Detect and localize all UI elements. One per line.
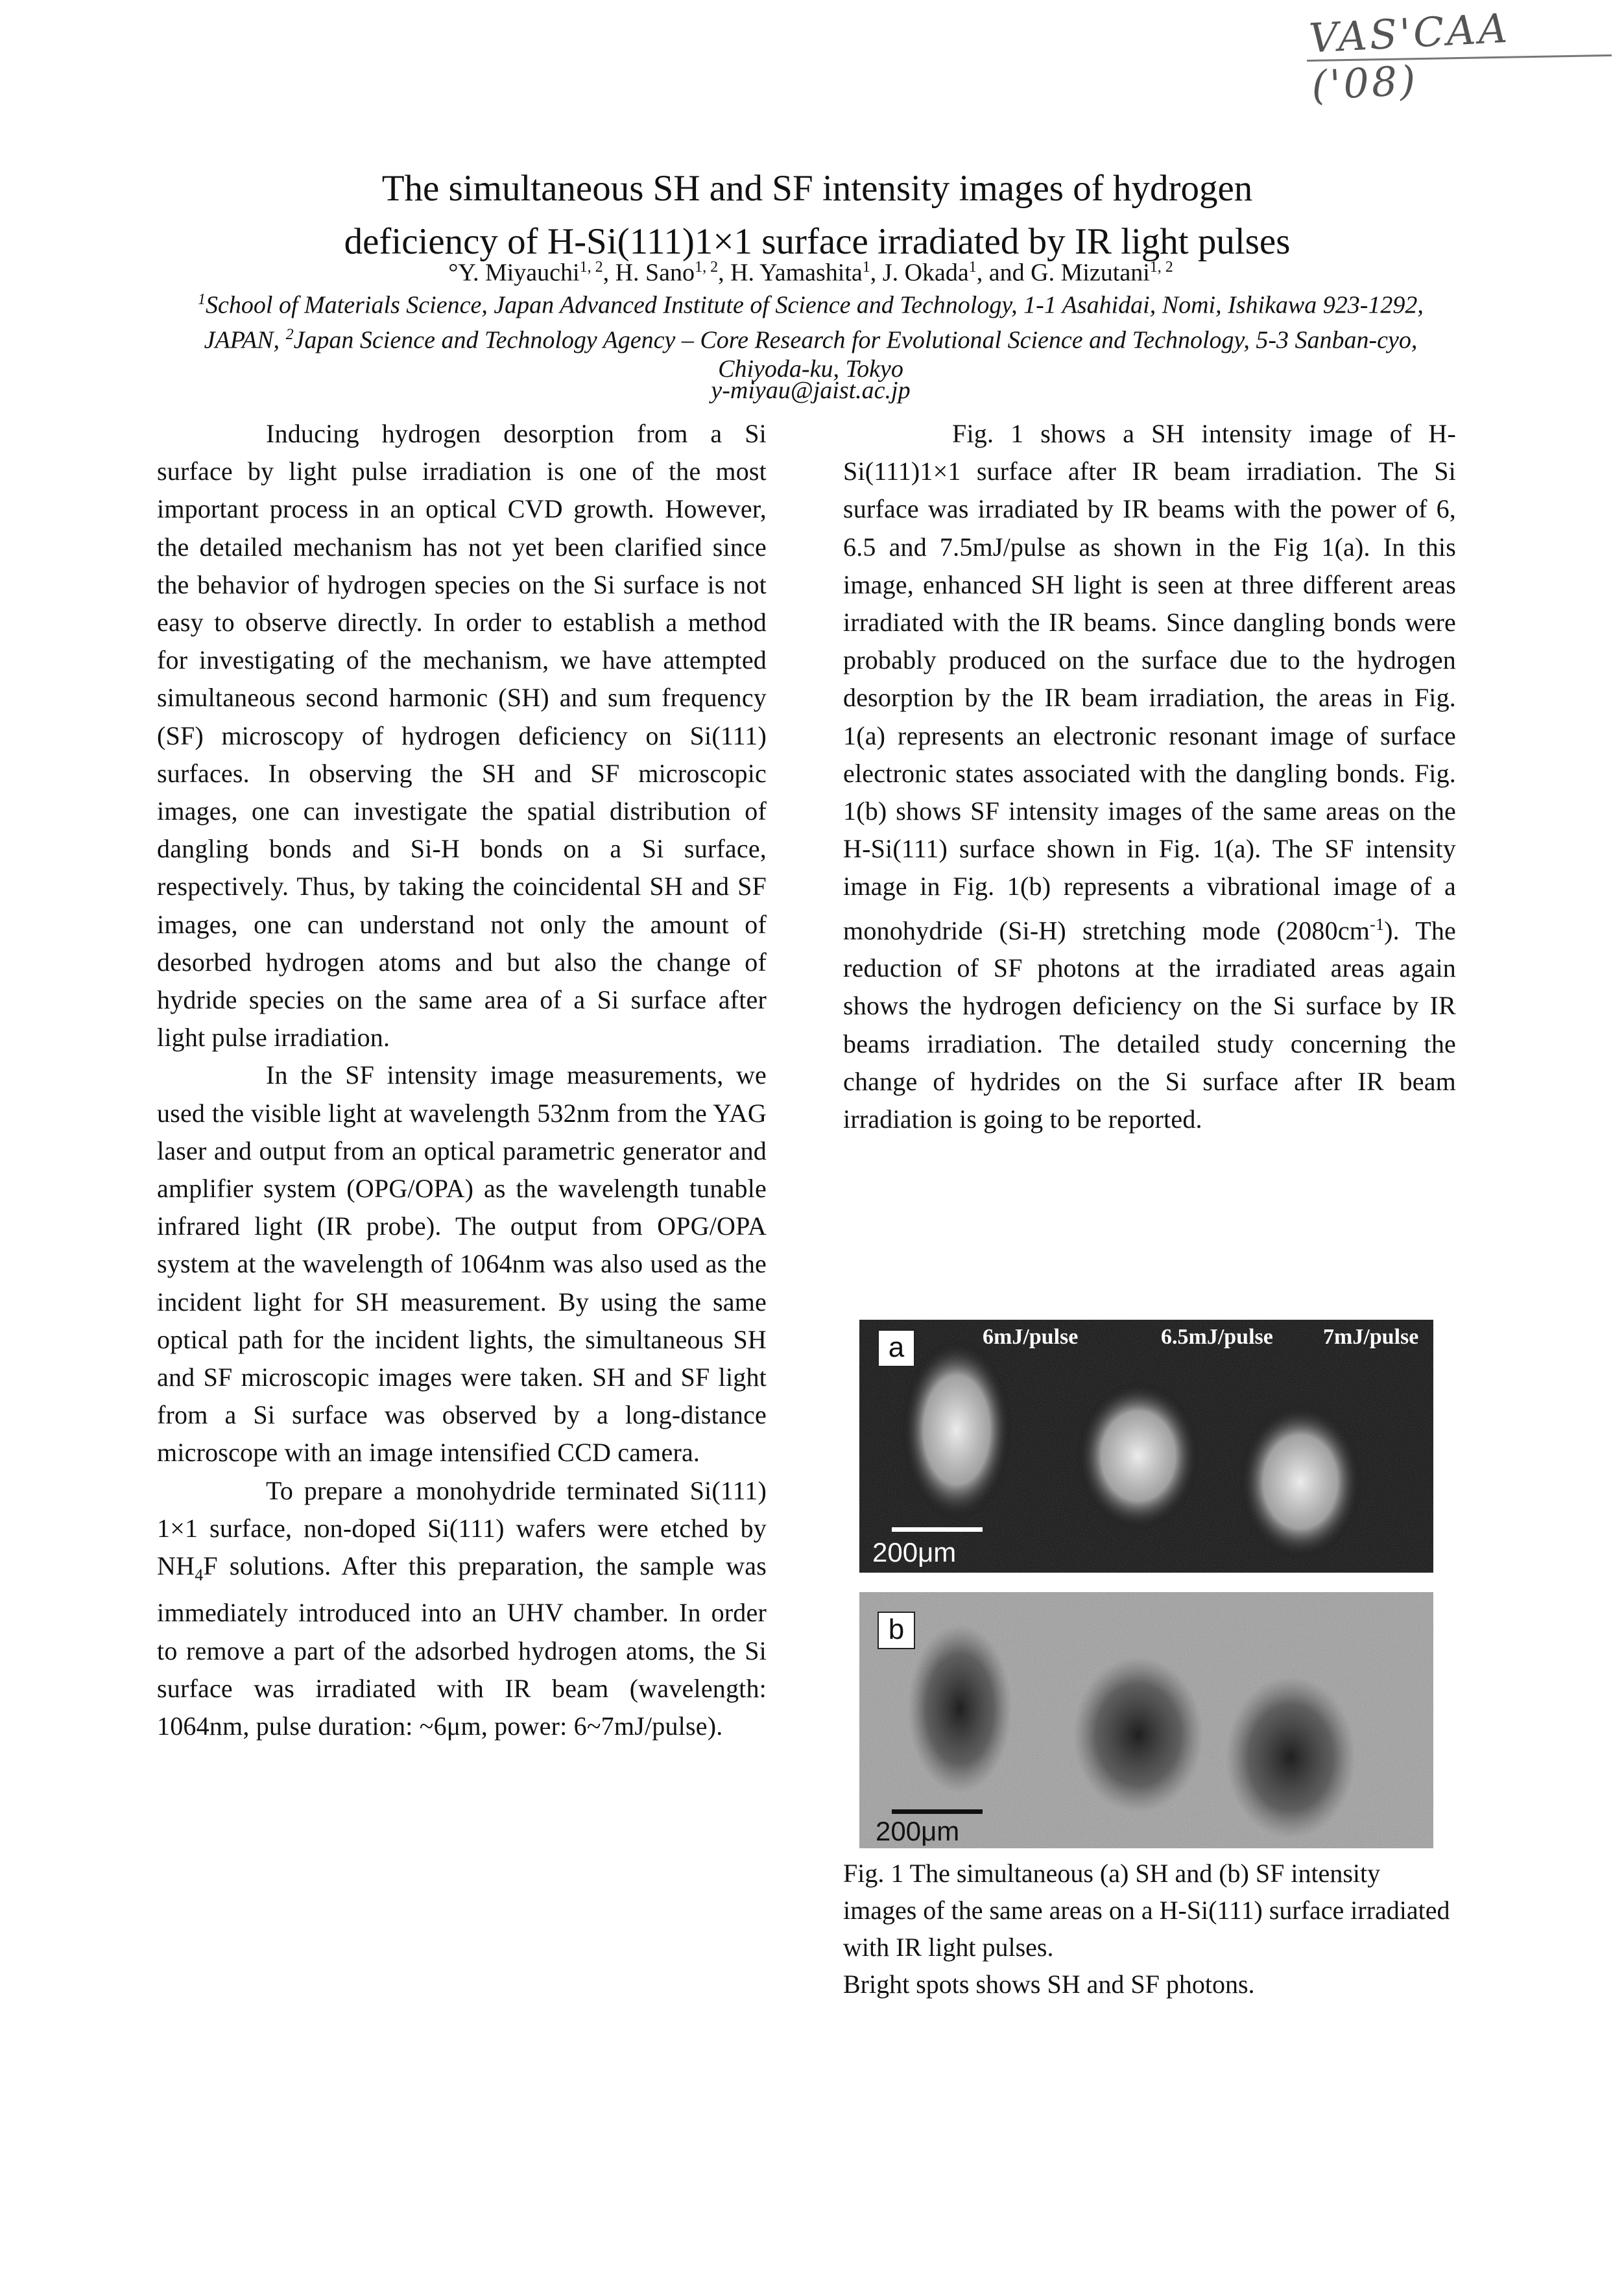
author-separator: , <box>603 259 615 287</box>
paragraph <box>843 415 1456 1138</box>
author-affiliation-mark: 1 <box>968 259 977 276</box>
paragraph-text: Fig. 1 shows a SH intensity image of H-Si(111)1×1 surface after IR beam irradiation. The Si surface was irradiated by IR beams with the power of 6, 6.5 and 7.5mJ/pulse as shown in the Fig 1(a). In this image, enhanced SH light is seen at three different areas irradiated with the IR beams. Since dangling bonds were probably produced on the surface due to the hydrogen desorption by the IR beam irradiation, the areas in Fig. 1(a) represents an electronic resonant image of surface electronic states associated with the dangling bonds. Fig. 1(b) shows SF intensity images of the same areas on the H-Si(111) surface shown in Fig. 1(a). The SF intensity image in Fig. 1(b) represents a vibrational image of a monohydride (Si-H) stretching mode (2080cm <box>843 419 1456 945</box>
author-name: J. Okada <box>882 259 969 287</box>
author-affiliation-mark: 1, 2 <box>579 259 603 276</box>
panel-a-label: a <box>878 1329 915 1367</box>
scale-bar <box>892 1809 983 1814</box>
affiliation-mark: 1 <box>198 291 206 308</box>
author-separator: , <box>718 259 731 287</box>
scale-label: 200μm <box>872 1537 957 1567</box>
right-column <box>843 415 1456 1138</box>
power-label-7mj: 7mJ/pulse <box>1323 1325 1419 1349</box>
superscript: -1 <box>1370 914 1385 934</box>
paragraph: In the SF intensity image measurements, we used the visible light at wavelength 532nm from the YAG laser and output from an optical parametric generator and amplifier system (OPG/OPA) as the wavelength tunable infrared light (IR probe). The output from OPG/OPA system at the wavelength of 1064nm was also used as the incident light for SH measurement. By using the same optical path for the incident lights, the simultaneous SH and SF microscopic images were taken. SH and SF light from a Si surface was observed by a long-distance microscope with an image intensified CCD camera. <box>157 1060 767 1468</box>
scale-label: 200μm <box>876 1816 960 1846</box>
author-affiliation-mark: 1, 2 <box>1149 259 1173 276</box>
title-line-1: The simultaneous SH and SF intensity images of hydrogen <box>381 168 1253 209</box>
author-name: H. Sano <box>615 259 695 287</box>
author-name: °Y. Miyauchi <box>448 259 580 287</box>
affiliation-mark: 2 <box>285 326 294 343</box>
paragraph-text: F solutions. After this preparation, the sample was immediately introduced into an UHV chamber. In order to remove a part of the adsorbed hydrogen atoms, the Si surface was irradiated with IR beam (wavelength: 1064nm, pulse duration: ~6μm, power: 6~7mJ/pulse). <box>157 1551 767 1741</box>
author-affiliation-mark: 1 <box>862 259 870 276</box>
author-separator: , <box>870 259 883 287</box>
left-column <box>157 415 767 1745</box>
title-line-2: deficiency of H-Si(111)1×1 surface irradiated by IR light pulses <box>344 221 1291 262</box>
caption-note: Bright spots shows SH and SF photons. <box>843 1970 1255 1999</box>
author-list <box>195 253 1427 287</box>
caption-text: Fig. 1 The simultaneous (a) SH and (b) SF intensity images of the same areas on a H-Si(111) surface irradiated with IR light pulses. <box>843 1859 1450 1962</box>
author-name: G. Mizutani <box>1031 259 1150 287</box>
paragraph-text: To prepare a monohydride terminated Si(111) 1×1 surface, non-doped Si(111) wafers were etched by NH <box>157 1475 767 1581</box>
paragraph: Inducing hydrogen desorption from a Si surface by light pulse irradiation is one of the most important process in an optical CVD growth. However, the detailed mechanism has not yet been clarified since the behavior of hydrogen species on the Si surface is not easy to observe directly. In order to establish a method for investigating of the mechanism, we have attempted simultaneous second harmonic (SH) and sum frequency (SF) microscopy of hydrogen deficiency on Si(111) surfaces. In observing the SH and SF microscopic images, one can investigate the spatial distribution of dangling bonds and Si-H bonds on a Si surface, respectively. Thus, by taking the coincidental SH and SF images, one can understand not only the amount of desorbed hydrogen atoms and but also the change of hydride species on the same area of a Si surface after light pulse irradiation. <box>157 419 767 1053</box>
power-label-6-5mj: 6.5mJ/pulse <box>1161 1325 1273 1349</box>
subscript: 4 <box>195 1566 204 1585</box>
scale-bar <box>892 1527 983 1532</box>
panel-b-label: b <box>878 1612 915 1649</box>
affiliations <box>169 285 1453 384</box>
affiliation-1: School of Materials Science, Japan Advanced Institute of Science and Technology, 1-1 Asahidai, Nomi, Ishikawa 923-1292, JAPAN, <box>204 291 1424 354</box>
paragraph-text: ). The reduction of SF photons at the irradiated areas again shows the hydrogen deficiency on the Si surface by IR beams irradiation. The detailed study concerning the change of hydrides on the Si surface after IR beam irradiation is going to be reported. <box>843 915 1456 1134</box>
affiliation-2: Japan Science and Technology Agency – Core Research for Evolutional Science and Technology, 5-3 Sanban-cyo, Chiyoda-ku, Tokyo <box>293 326 1418 383</box>
author-separator: , and <box>976 259 1031 287</box>
paragraph <box>157 1472 767 1745</box>
figure-panel-a-sh-image <box>859 1320 1433 1573</box>
handwritten-note: VAS'CAA ('08) <box>1308 4 1511 110</box>
figure-caption <box>843 1855 1459 2003</box>
contact-email: y-miyau@jaist.ac.jp <box>711 377 911 404</box>
power-label-6mj: 6mJ/pulse <box>983 1325 1079 1349</box>
figure-panel-b-sf-image <box>859 1592 1433 1848</box>
sh-intensity-image <box>859 1320 1433 1573</box>
author-name: H. Yamashita <box>730 259 863 287</box>
author-affiliation-mark: 1, 2 <box>695 259 719 276</box>
